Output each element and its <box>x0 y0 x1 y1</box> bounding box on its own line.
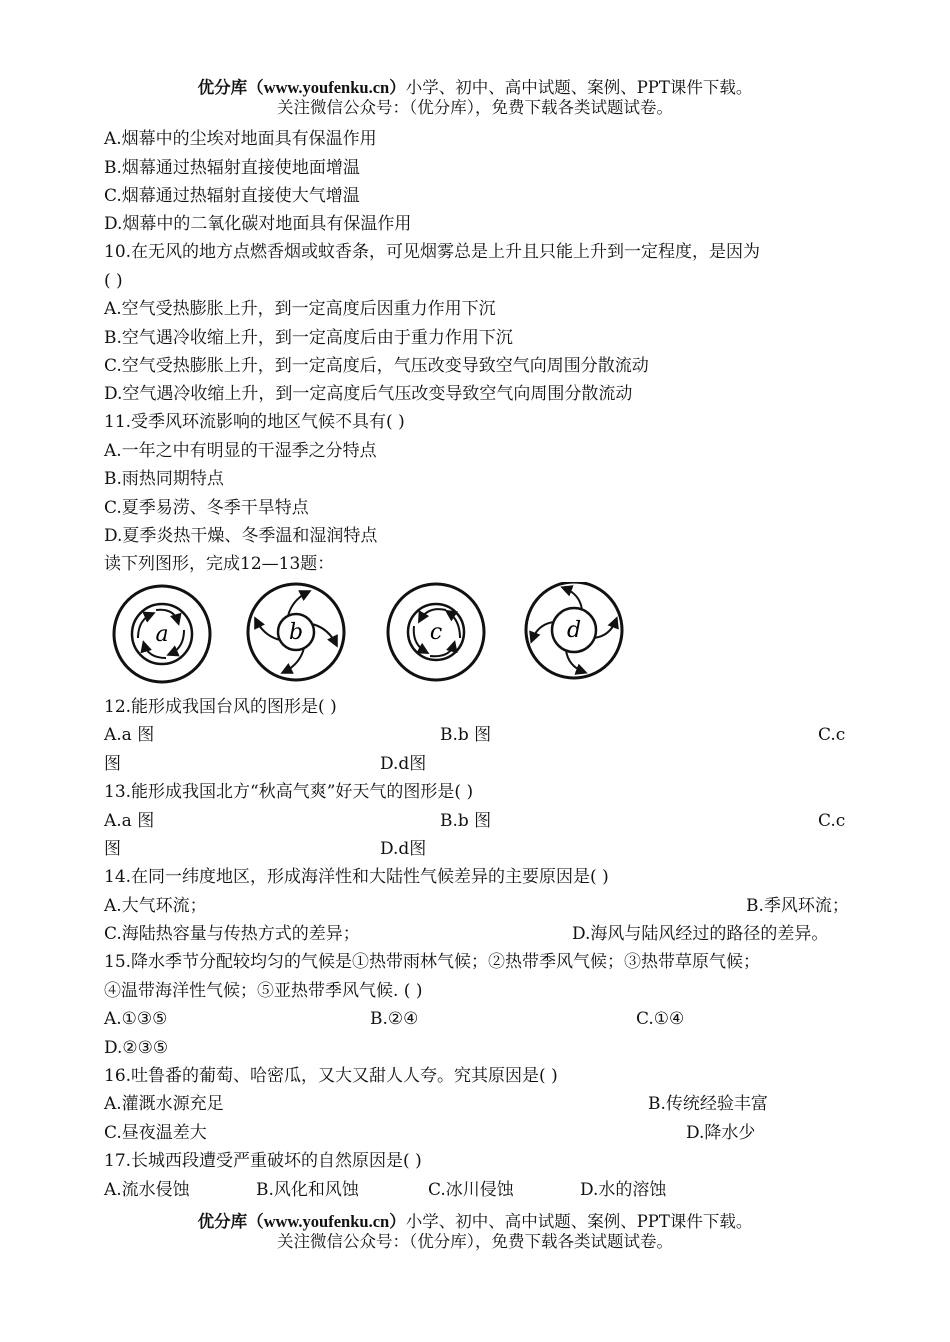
q12-option-c: C.c <box>818 725 846 745</box>
figure-b-label: b <box>288 620 304 645</box>
q9-option-a: A.烟幕中的尘埃对地面具有保温作用 <box>104 129 377 149</box>
q17-stem: 17.长城西段遭受严重破坏的自然原因是( ) <box>104 1151 422 1171</box>
q13-option-a: A.a 图 <box>104 811 155 831</box>
q14-option-b: B.季风环流； <box>746 896 849 916</box>
figure-a-label: a <box>155 622 169 647</box>
q16-stem: 16.吐鲁番的葡萄、哈密瓜，又大又甜人人夸。究其原因是( ) <box>104 1066 558 1086</box>
q16-option-b: B.传统经验丰富 <box>648 1094 768 1114</box>
q12-option-d: D.d图 <box>380 754 427 774</box>
figure-a <box>114 586 210 682</box>
q12-stem: 12.能形成我国台风的图形是( ) <box>104 697 337 717</box>
q15-stem-2: ④温带海洋性气候；⑤亚热带季风气候. ( ) <box>104 981 423 1001</box>
q13-option-b: B.b 图 <box>440 811 492 831</box>
q13-option-d: D.d图 <box>380 839 427 859</box>
q11-stem: 11.受季风环流影响的地区气候不具有( ) <box>104 412 405 432</box>
figure-c <box>388 584 484 680</box>
q10-option-a: A.空气受热膨胀上升，到一定高度后因重力作用下沉 <box>104 299 496 319</box>
q14-option-a: A.大气环流； <box>104 896 207 916</box>
header-site: 优分库（www.youfenku.cn） <box>197 78 406 97</box>
q10-option-d: D.空气遇冷收缩上升，到一定高度后气压改变导致空气向周围分散流动 <box>104 384 633 404</box>
q16-option-c: C.昼夜温差大 <box>104 1123 207 1143</box>
q15-option-a: A.①③⑤ <box>104 1009 168 1029</box>
footer-tagline: 小学、初中、高中试题、案例、PPT课件下载。 <box>405 1212 753 1231</box>
pressure-system-figure <box>104 582 634 690</box>
footer-site: 优分库（www.youfenku.cn） <box>197 1212 406 1231</box>
q12-option-c-cont: 图 <box>104 754 121 774</box>
q17-option-a: A.流水侵蚀 <box>104 1180 190 1200</box>
q14-option-d: D.海风与陆风经过的路径的差异。 <box>572 924 829 944</box>
q15-stem-1: 15.降水季节分配较均匀的气候是①热带雨林气候；②热带季风气候；③热带草原气候； <box>104 952 761 972</box>
q11-option-d: D.夏季炎热干燥、冬季温和湿润特点 <box>104 526 378 546</box>
page-header <box>0 78 950 118</box>
q10-blank: ( ) <box>104 271 123 291</box>
q9-option-b: B.烟幕通过热辐射直接使地面增温 <box>104 158 360 178</box>
figure-c-label: c <box>429 620 443 645</box>
q11-option-a: A.一年之中有明显的干湿季之分特点 <box>104 441 377 461</box>
q13-option-c: C.c <box>818 811 846 831</box>
q17-option-d: D.水的溶蚀 <box>580 1180 667 1200</box>
q13-option-c-cont: 图 <box>104 839 121 859</box>
footer-line-1 <box>0 1212 950 1232</box>
q10-stem: 10.在无风的地方点燃香烟或蚊香条，可见烟雾总是上升且只能上升到一定程度，是因为 <box>104 242 761 262</box>
header-tagline: 小学、初中、高中试题、案例、PPT课件下载。 <box>405 78 753 97</box>
q15-option-c: C.①④ <box>636 1009 685 1029</box>
q15-option-d: D.②③⑤ <box>104 1038 169 1058</box>
q16-option-d: D.降水少 <box>686 1123 756 1143</box>
header-line-2: 关注微信公众号：（优分库），免费下载各类试题试卷。 <box>277 98 673 117</box>
q16-option-a: A.灌溉水源充足 <box>104 1094 224 1114</box>
q12-option-a: A.a 图 <box>104 725 155 745</box>
q17-option-b: B.风化和风蚀 <box>256 1180 359 1200</box>
q13-stem: 13.能形成我国北方“秋高气爽”好天气的图形是( ) <box>104 782 474 802</box>
q14-stem: 14.在同一纬度地区，形成海洋性和大陆性气候差异的主要原因是( ) <box>104 867 609 887</box>
footer-line-2: 关注微信公众号：（优分库），免费下载各类试题试卷。 <box>277 1232 673 1251</box>
q9-option-d: D.烟幕中的二氧化碳对地面具有保温作用 <box>104 214 412 234</box>
q11-option-b: B.雨热同期特点 <box>104 469 224 489</box>
q10-option-c: C.空气受热膨胀上升，到一定高度后，气压改变导致空气向周围分散流动 <box>104 356 649 376</box>
figure-b <box>248 584 344 680</box>
q17-option-c: C.冰川侵蚀 <box>428 1180 514 1200</box>
q15-option-b: B.②④ <box>370 1009 419 1029</box>
read-instruction: 读下列图形，完成12—13题： <box>104 554 335 574</box>
figure-d <box>526 582 622 678</box>
q10-option-b: B.空气遇冷收缩上升，到一定高度后由于重力作用下沉 <box>104 328 513 348</box>
header-line-1 <box>0 78 950 98</box>
figure-d-label: d <box>566 618 582 643</box>
q9-option-c: C.烟幕通过热辐射直接使大气增温 <box>104 186 360 206</box>
page-footer <box>0 1212 950 1252</box>
q14-option-c: C.海陆热容量与传热方式的差异； <box>104 924 360 944</box>
q11-option-c: C.夏季易涝、冬季干旱特点 <box>104 498 309 518</box>
q12-option-b: B.b 图 <box>440 725 492 745</box>
